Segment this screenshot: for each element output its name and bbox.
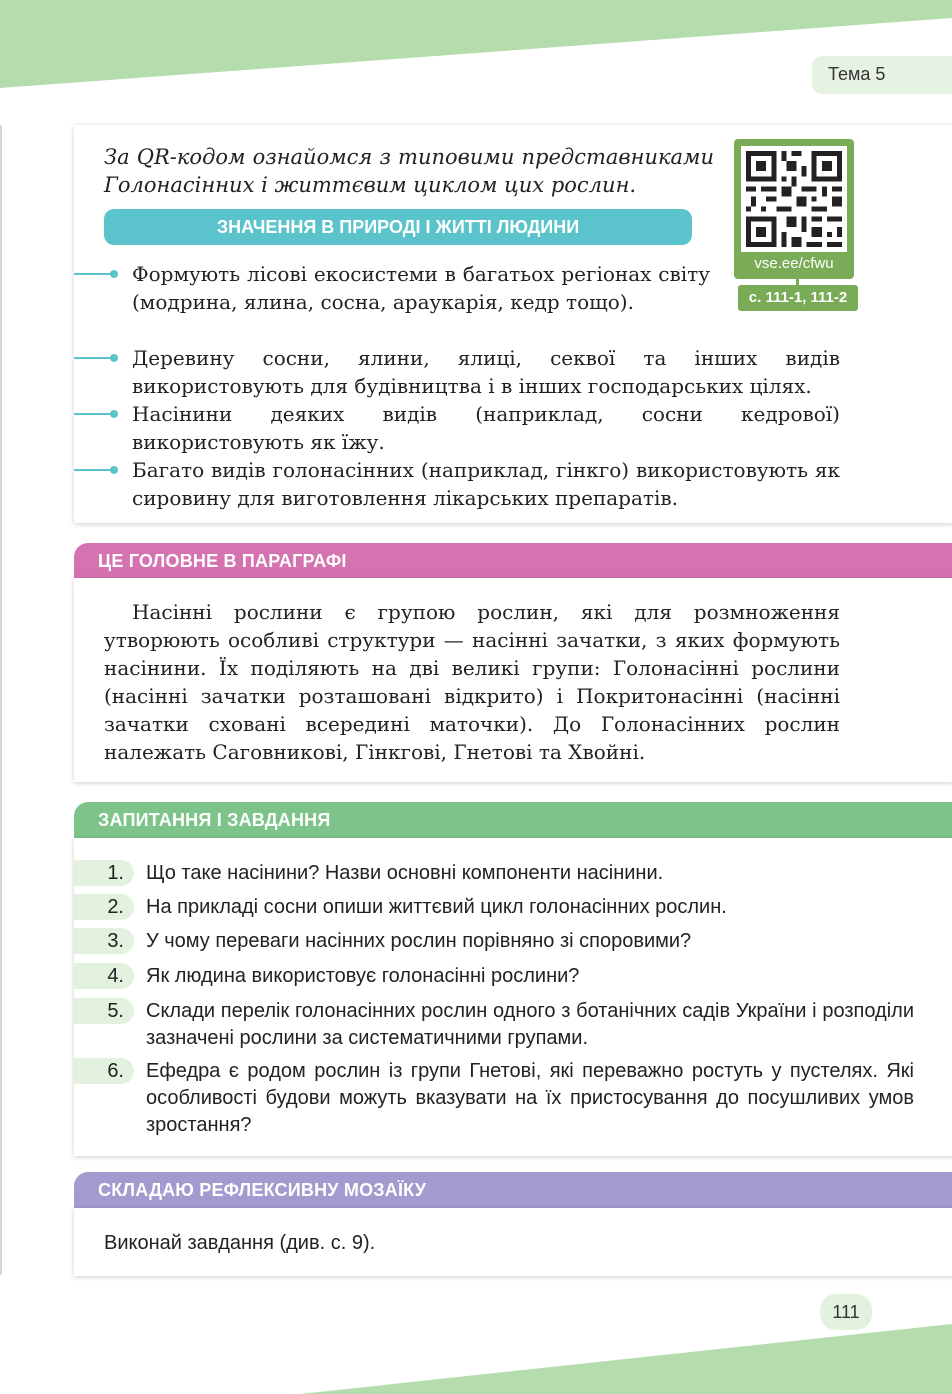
bullet-dot-icon xyxy=(110,466,118,474)
question-number: 6. xyxy=(74,1058,134,1084)
question-number: 3. xyxy=(74,928,134,954)
question-item xyxy=(74,998,914,1052)
question-text: На прикладі сосни опиши життєвий цикл голонасінних рослин. xyxy=(146,896,727,918)
significance-item: Деревину сосни, ялини, ялиці, секвої та інших видів використовують для будівництва і в інших господарських цілях. xyxy=(74,344,840,400)
bottom-decoration xyxy=(0,1314,952,1394)
qr-code-icon[interactable] xyxy=(741,146,847,252)
qr-code-panel[interactable] xyxy=(734,139,854,279)
question-text: Що таке насінини? Назви основні компоненти насінини. xyxy=(146,862,664,884)
question-text: Склади перелік голонасінних рослин одного з ботанічних садів України і розподіли зазначені рослини за систематичними групами. xyxy=(146,1000,914,1049)
significance-item: Формують лісові екосистеми в багатьох регіонах світу (модрина, ялина, сосна, араукарія, кедр тощо). xyxy=(74,260,710,316)
significance-item: Багато видів голонасінних (наприклад, гінкго) використовують як сировину для виготовлення лікарських препаратів. xyxy=(74,456,840,512)
questions-section-title: ЗАПИТАННЯ І ЗАВДАННЯ xyxy=(74,802,952,840)
bullet-dot-icon xyxy=(110,354,118,362)
question-number: 5. xyxy=(74,998,134,1024)
question-item xyxy=(74,1058,914,1139)
question-text: У чому переваги насінних рослин порівняно зі споровими? xyxy=(146,930,692,952)
reflection-card xyxy=(74,1208,952,1276)
page-number: 111 xyxy=(820,1294,872,1330)
bullet-dot-icon xyxy=(110,270,118,278)
page-edge xyxy=(0,125,2,1275)
reflection-section-title: СКЛАДАЮ РЕФЛЕКСИВНУ МОЗАЇКУ xyxy=(74,1172,952,1210)
significance-title: ЗНАЧЕННЯ В ПРИРОДІ І ЖИТТІ ЛЮДИНИ xyxy=(104,209,692,245)
questions-card xyxy=(74,838,952,1156)
reflection-text: Виконай завдання (див. с. 9). xyxy=(104,1232,376,1254)
question-item xyxy=(74,928,914,955)
question-number: 2. xyxy=(74,894,134,920)
topic-label: Тема 5 xyxy=(812,56,952,94)
qr-pages-badge: с. 111-1, 111-2 xyxy=(738,285,858,311)
question-text: Ефедра є родом рослин із групи Гнетові, які переважно ростуть у пустелях. Які особливості будови можуть вказувати на їх пристосування до посушливих умов зростання? xyxy=(146,1060,914,1136)
main-section-title: ЦЕ ГОЛОВНЕ В ПАРАГРАФІ xyxy=(74,543,952,581)
top-decoration xyxy=(0,0,952,90)
significance-item: Насінини деяких видів (наприклад, сосни кедрової) використовують як їжу. xyxy=(74,400,840,456)
qr-url[interactable]: vse.ee/cfwu xyxy=(754,255,834,272)
main-summary-text: Насінні рослини є групою рослин, які для розмноження утворюють особливі структури — насінні зачатки, з яких формують насінини. Їх поділяють на дві великі групи: Голонасінні рослини (насінні зачатки розташовані відкрито) і Покритонасінні (насінні зачатки сховані всередині маточки). До Голонасінних рослин належать Саговникові, Гінкгові, Гнетові та Хвойні. xyxy=(104,600,840,764)
main-summary-card xyxy=(74,578,952,782)
question-item xyxy=(74,894,914,921)
question-item xyxy=(74,963,914,990)
question-number: 4. xyxy=(74,963,134,989)
question-text: Як людина використовує голонасінні рослини? xyxy=(146,965,580,987)
question-number: 1. xyxy=(74,860,134,886)
question-item xyxy=(74,860,914,887)
significance-card xyxy=(74,125,952,523)
bullet-dot-icon xyxy=(110,410,118,418)
qr-intro-text: За QR-кодом ознайомся з типовими представниками Голонасінних і життєвим циклом цих рослин. xyxy=(104,145,714,197)
